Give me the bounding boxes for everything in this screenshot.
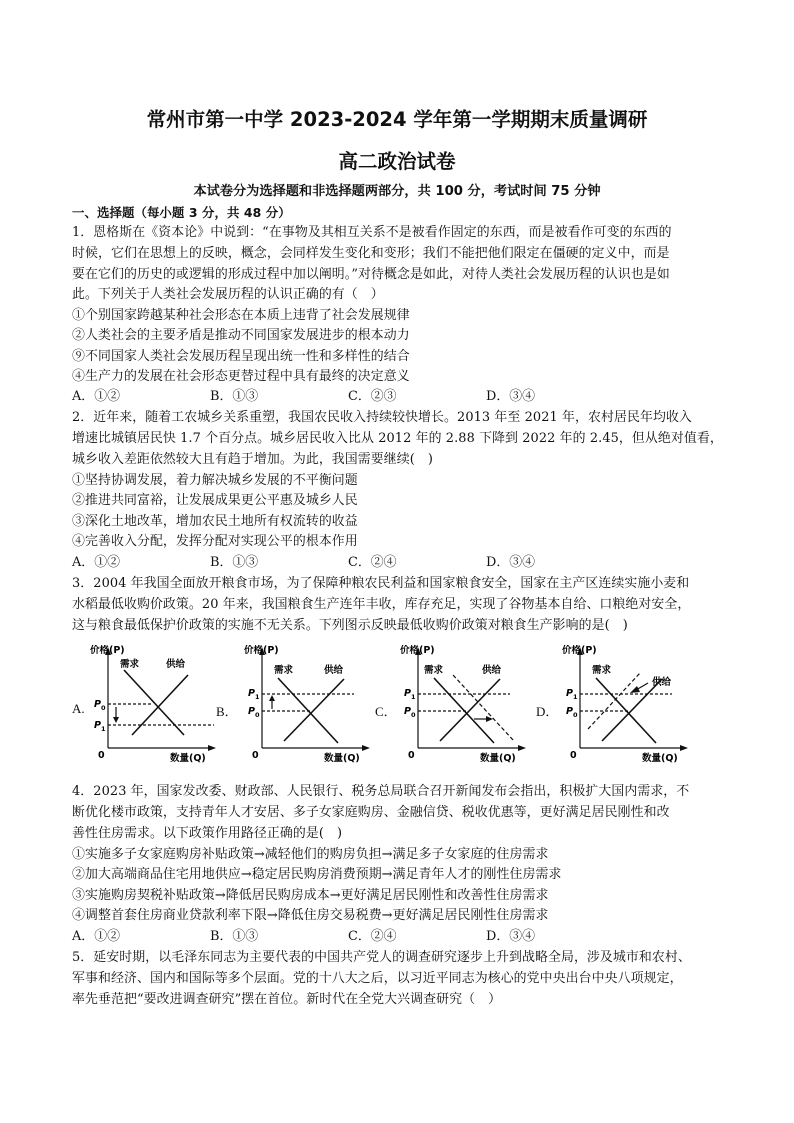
supply-label: 供给: [166, 659, 186, 670]
quantity-label: 数量(Q): [642, 753, 678, 764]
x-arrow: [362, 745, 370, 751]
q4-item: ③实施购房契税补贴政策→降低居民购房成本→更好满足居民刚性和改善性住房需求: [72, 888, 549, 903]
shifted-supply-line: [588, 673, 640, 729]
option-a[interactable]: A．①②: [72, 389, 120, 404]
option-a[interactable]: A．①②: [72, 929, 120, 944]
q2-item: ④完善收入分配，发挥分配对实现公平的根本作用: [72, 534, 358, 549]
x-arrow: [518, 745, 526, 751]
demand-label: 需求: [424, 665, 444, 676]
origin-label: 0: [98, 750, 105, 761]
exam-title: 常州市第一中学 2023-2024 学年第一学期期末质量调研: [146, 108, 648, 131]
p1-sub: 1: [573, 693, 578, 701]
p1-sub: 1: [411, 693, 416, 701]
p0-label: P: [404, 706, 411, 717]
q4-line: 善性住房需求。以下政策作用路径正确的是( ): [72, 826, 343, 841]
arrow-head: [113, 717, 119, 723]
q5-line: 军事和经济、国内和国际等多个层面。党的十八大之后，以习近平同志为核心的党中央出台中央八项规定，: [72, 971, 683, 986]
q1-line: 要在它们的历史的或逻辑的形成过程中加以阐明。”对待概念是如此，对待人类社会发展历程的认识也是如: [72, 267, 670, 282]
graph-label-a[interactable]: A.: [72, 701, 85, 716]
option-d[interactable]: D．③④: [486, 929, 536, 944]
x-arrow: [208, 745, 216, 751]
quantity-label: 数量(Q): [170, 753, 206, 764]
p1-sub: 1: [255, 693, 260, 701]
exam-info: 本试卷分为选择题和非选择题两部分，共 100 分，考试时间 75 分钟: [193, 184, 601, 199]
exam-subtitle: 高二政治试卷: [338, 150, 456, 173]
demand-label: 需求: [120, 659, 140, 670]
graph-label-b[interactable]: B．: [216, 704, 238, 719]
q2-line: 城乡收入差距依然较大且有趋于增加。为此，我国需要继续( ): [72, 452, 434, 467]
p0-label: P: [248, 706, 255, 717]
supply-line: [132, 675, 188, 735]
q2-line: 增速比城镇居民快 1.7 个百分点。城乡居民收入比从 2012 年的 2.88 下降到 2022 年的 2.45，但从绝对值看，: [72, 431, 723, 446]
option-d[interactable]: D．③④: [486, 389, 536, 404]
p0-sub: 0: [255, 711, 260, 719]
supply-line: [440, 679, 500, 741]
q2-line: 2．近年来，随着工农城乡关系重塑，我国农民收入持续较快增长。2013 年至 2021 年，农村居民年均收入: [72, 410, 692, 425]
price-label: 价格(P): [562, 645, 597, 656]
q4-item: ①实施多子女家庭购房补贴政策→减轻他们的购房负担→满足多子女家庭的住房需求: [72, 847, 549, 862]
q4-item: ④调整首套住房商业贷款利率下限→降低住房交易税费→更好满足居民刚性住房需求: [72, 908, 549, 923]
graph-c: [398, 645, 548, 770]
q2-item: ③深化土地改革，增加农民土地所有权流转的收益: [72, 514, 358, 529]
graph-d: [560, 645, 710, 770]
supply-label: 供给: [324, 665, 344, 676]
p0-label: P: [94, 699, 101, 710]
q1-item: ④生产力的发展在社会形态更替过程中具有最终的决定意义: [72, 369, 410, 384]
demand-label: 需求: [592, 665, 612, 676]
q4-line: 断优化楼市政策，支持青年人才安居、多子女家庭购房、金融信贷、税收优惠等，更好满足居民刚性和改: [72, 805, 670, 820]
supply-label: 供给: [482, 665, 502, 676]
supply-line: [602, 679, 662, 741]
price-label: 价格(P): [244, 645, 279, 656]
q3-line: 3．2004 年我国全面放开粮食市场，为了保障种粮农民利益和国家粮食安全，国家在主产区连续实施小麦和: [72, 576, 690, 591]
quantity-label: 数量(Q): [480, 753, 516, 764]
q5-line: 率先垂范把“要改进调查研究”摆在首位。新时代在全党大兴调查研究（ ）: [72, 992, 502, 1007]
price-label: 价格(P): [400, 645, 435, 656]
option-c[interactable]: C．②④: [348, 929, 397, 944]
supply-label: 供给: [652, 677, 672, 688]
graph-a: [88, 645, 238, 770]
p1-label: P: [248, 688, 255, 699]
p0-sub: 0: [573, 711, 578, 719]
option-b[interactable]: B．①③: [210, 929, 259, 944]
x-arrow: [680, 745, 688, 751]
p1-label: P: [404, 688, 411, 699]
p0-sub: 0: [101, 704, 106, 712]
q1-item: ⑨不同国家人类社会发展历程呈现出统一性和多样性的结合: [72, 349, 410, 364]
q4-item: ②加大高端商品住宅用地供应→稳定居民购房消费预期→满足青年人才的刚性住房需求: [72, 867, 562, 882]
q3-line: 这与粮食最低保护价政策的实施不无关系。下列图示反映最低收购价政策对粮食生产影响的是( ): [72, 618, 628, 633]
q3-line: 水稻最低收购价政策。20 年来，我国粮食生产连年丰收，库存充足，实现了谷物基本自给、口粮绝对安全，: [72, 597, 691, 612]
option-c[interactable]: C．②④: [348, 555, 397, 570]
q1-item: ②人类社会的主要矛盾是推动不同国家发展进步的根本动力: [72, 328, 410, 343]
option-b[interactable]: B．①③: [210, 555, 259, 570]
option-b[interactable]: B．①③: [210, 389, 259, 404]
origin-label: 0: [252, 750, 259, 761]
q1-item: ①个别国家跨越某种社会形态在本质上违背了社会发展规律: [72, 308, 410, 323]
option-c[interactable]: C．②③: [348, 389, 397, 404]
arrow-head: [630, 686, 640, 693]
supply-line: [284, 679, 344, 741]
arrow-head: [486, 716, 493, 722]
demand-label: 需求: [274, 665, 294, 676]
origin-label: 0: [570, 750, 577, 761]
graph-label-c[interactable]: C．: [375, 704, 397, 719]
q2-item: ②推进共同富裕，让发展成果更公平惠及城乡人民: [72, 493, 358, 508]
q5-line: 5．延安时期，以毛泽东同志为主要代表的中国共产党人的调查研究逐步上升到战略全局，涉及城市和农村、: [72, 950, 691, 965]
arrow-head: [269, 695, 275, 701]
p1-sub: 1: [101, 725, 106, 733]
p1-label: P: [94, 720, 101, 731]
q4-line: 4．2023 年，国家发改委、财政部、人民银行、税务总局联合召开新闻发布会指出，积极扩大国内需求，不: [72, 784, 690, 799]
option-d[interactable]: D．③④: [486, 555, 536, 570]
p1-label: P: [566, 688, 573, 699]
graph-b: [242, 645, 392, 770]
p0-label: P: [566, 706, 573, 717]
quantity-label: 数量(Q): [324, 753, 360, 764]
option-a[interactable]: A．①②: [72, 555, 120, 570]
price-label: 价格(P): [90, 645, 125, 656]
q1-line: 1．恩格斯在《资本论》中说到：“在事物及其相互关系不是被看作固定的东西，而是被看作可变的东西的: [72, 225, 672, 240]
q2-item: ①坚持协调发展，着力解决城乡发展的不平衡问题: [72, 473, 358, 488]
q1-line: 此。下列关于人类社会发展历程的认识正确的有（ ）: [72, 287, 384, 302]
graph-label-d[interactable]: D．: [536, 704, 559, 719]
p0-sub: 0: [411, 711, 416, 719]
origin-label: 0: [408, 750, 415, 761]
q1-line: 时候，它们在思想上的反映，概念，会同样发生变化和变形；我们不能把他们限定在僵硬的定义中，而是: [72, 246, 670, 261]
section-heading: 一、选择题（每小题 3 分，共 48 分）: [72, 205, 291, 220]
